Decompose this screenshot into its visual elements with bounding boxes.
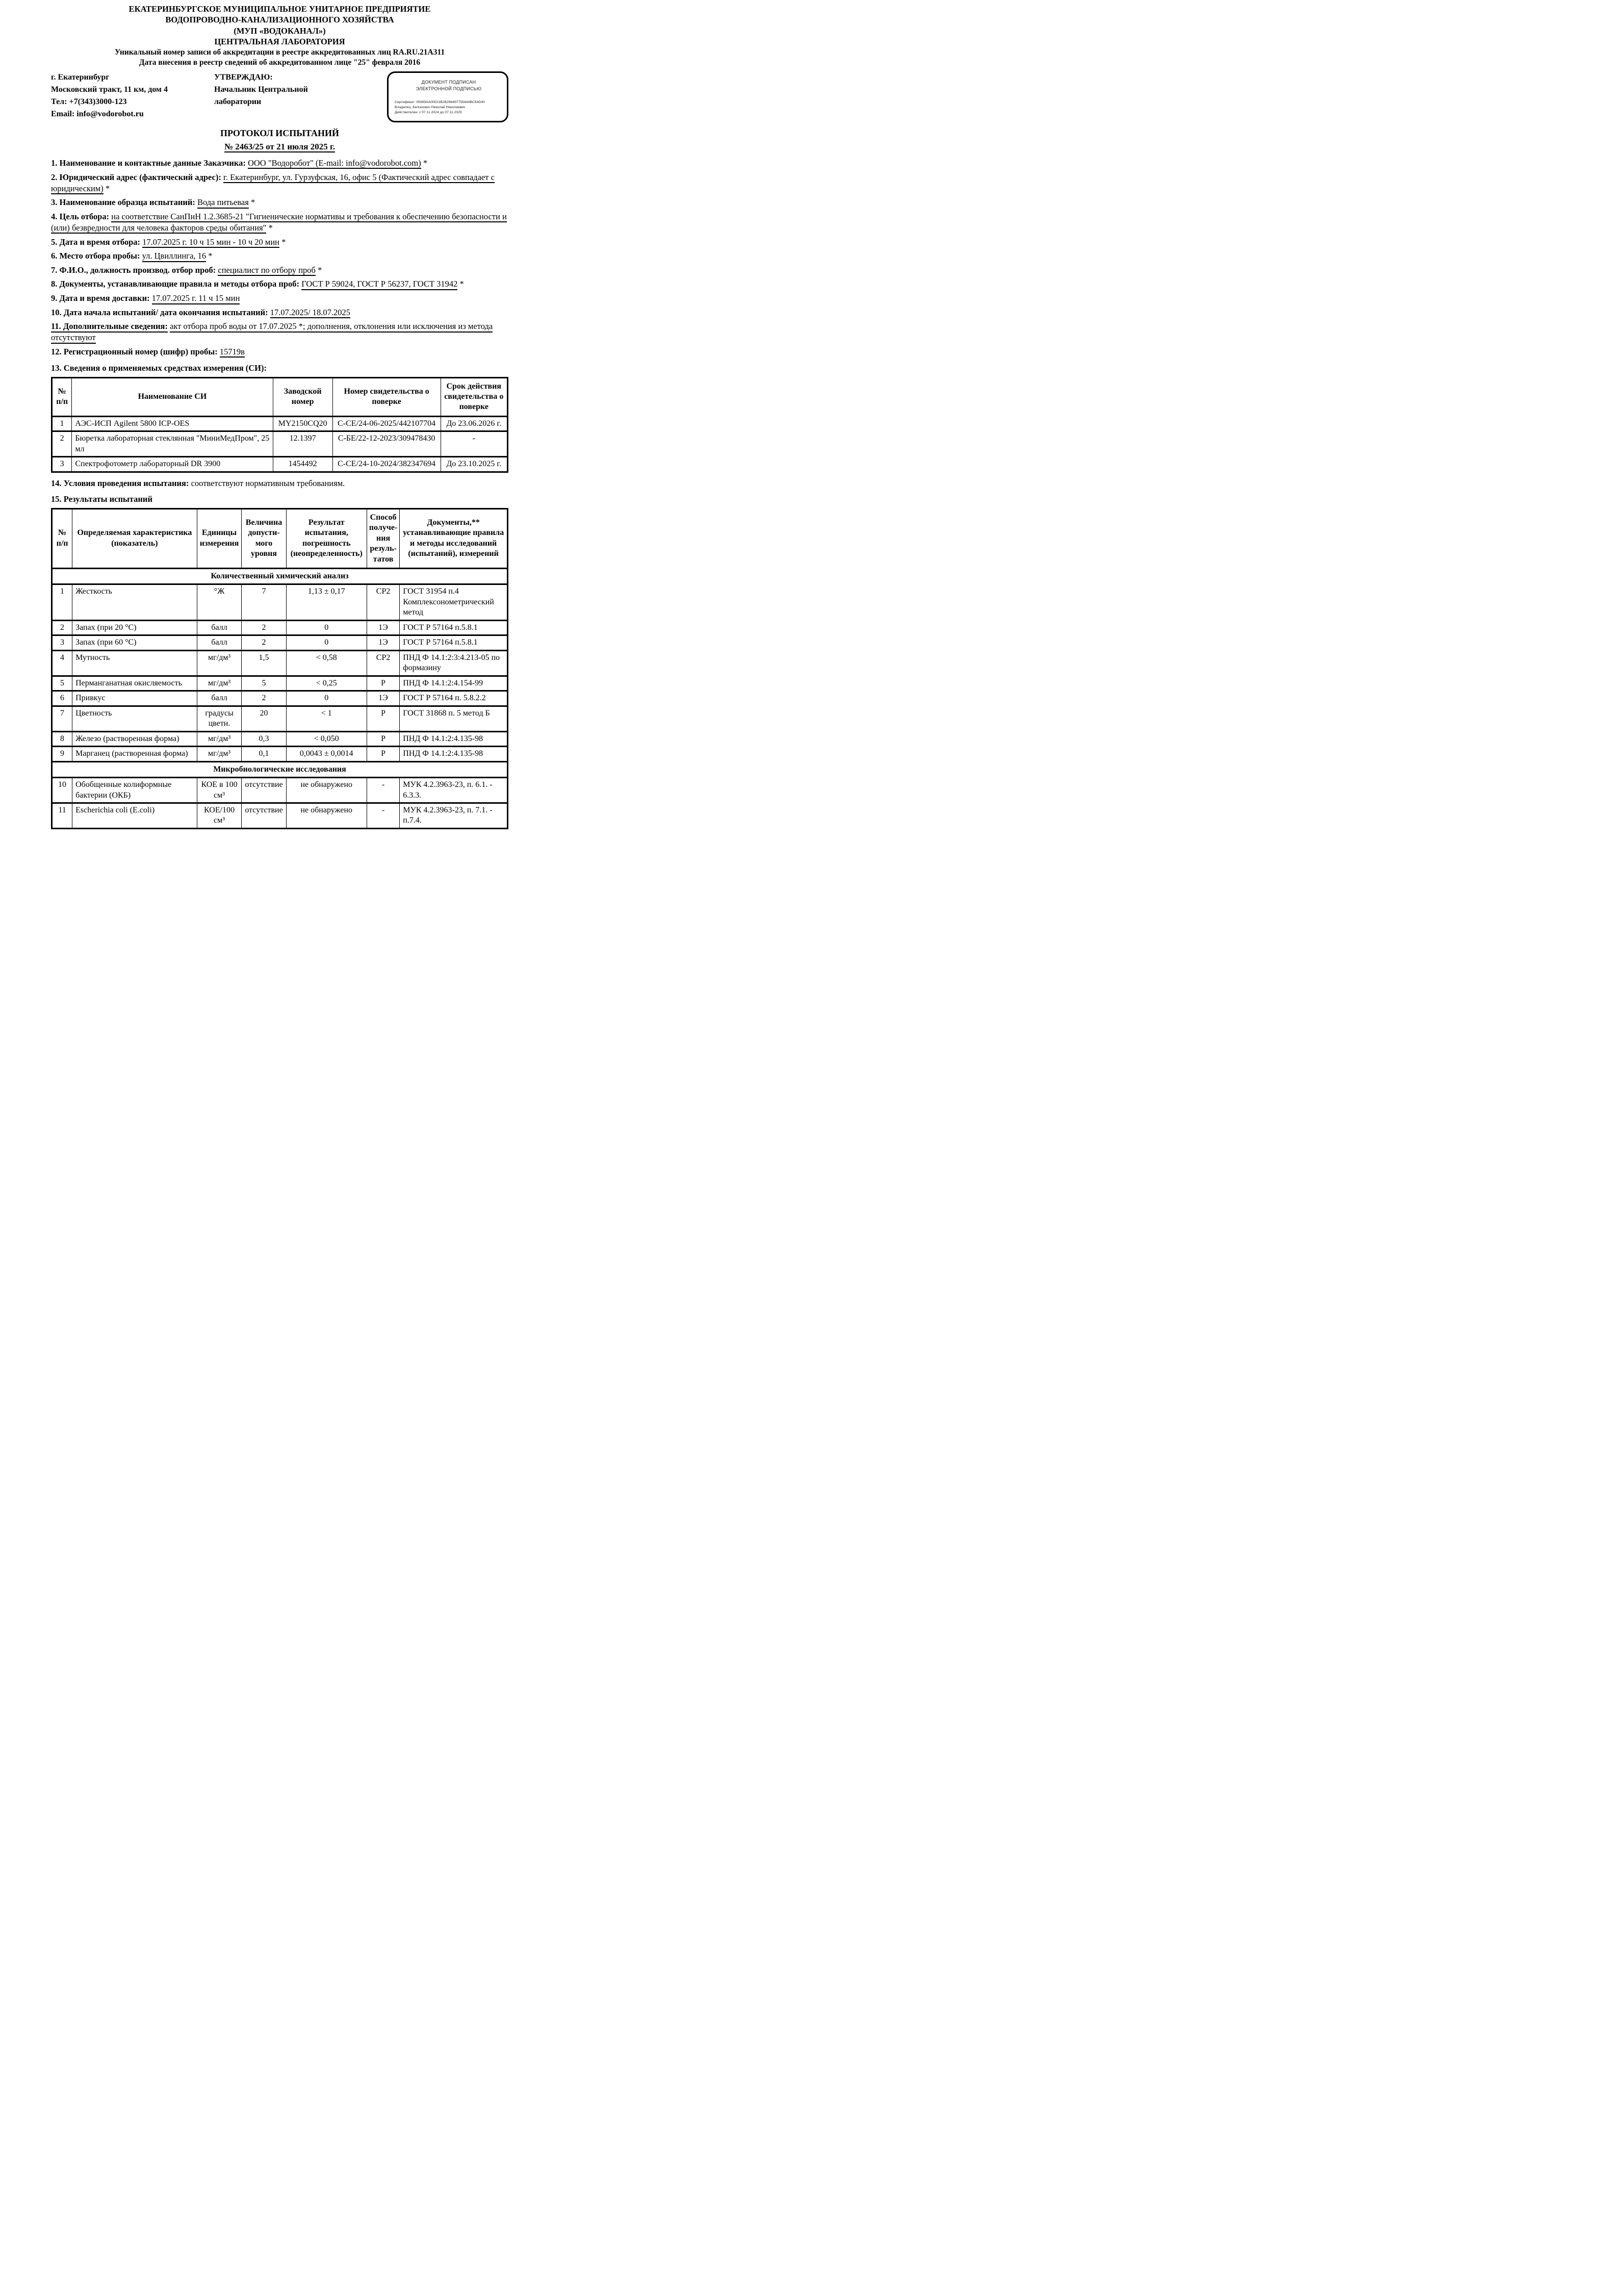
table-cell: мг/дм³ <box>197 650 242 676</box>
res-col-allowed-level: Величина допустимого уровня <box>242 508 286 568</box>
document-header <box>51 4 508 67</box>
table-cell: мг/дм³ <box>197 676 242 691</box>
item-8: 8. Документы, устанавливающие правила и методы отбора проб: ГОСТ Р 59024, ГОСТ Р 56237, ГОСТ 31942 * <box>51 278 508 290</box>
table-cell: 3 <box>52 635 72 650</box>
table-cell: КОЕ/100 см³ <box>197 803 242 828</box>
table-row <box>52 706 508 731</box>
item-1: 1. Наименование и контактные данные Заказчика: ООО "Водоробот" (E-mail: info@vodorobot.com) * <box>51 158 508 169</box>
laboratory-name: ЦЕНТРАЛЬНАЯ ЛАБОРАТОРИЯ <box>214 37 345 47</box>
item-9: 9. Дата и время доставки: 17.07.2025 г. 11 ч 15 мин <box>51 293 508 304</box>
section-row-chemical <box>52 569 508 584</box>
table-cell: < 1 <box>286 706 367 731</box>
stamp-certificate: Сертификат: 05999AA00021B2B298497755444BC54D40 <box>395 100 485 104</box>
table-cell: 1,13 ± 0,17 <box>286 584 367 620</box>
table-cell: 1Э <box>367 620 399 635</box>
table-cell: мг/дм³ <box>197 731 242 746</box>
table-row <box>52 650 508 676</box>
table-cell: Жесткость <box>72 584 197 620</box>
table-cell: Привкус <box>72 691 197 706</box>
table-cell: Escherichia coli (E.coli) <box>72 803 197 828</box>
res-col-documents: Документы,** устанавливающие правила и методы исследований (испытаний), измерений <box>400 508 508 568</box>
res-col-units: Единицы измерения <box>197 508 242 568</box>
table-cell: балл <box>197 620 242 635</box>
table-cell: < 0,25 <box>286 676 367 691</box>
organization-name-line1: ЕКАТЕРИНБУРГСКОЕ МУНИЦИПАЛЬНОЕ УНИТАРНОЕ ПРЕДПРИЯТИЕ <box>128 4 431 14</box>
results-table-header <box>52 508 508 568</box>
accreditation-number-line: Уникальный номер записи об аккредитации в реестре аккредитованных лиц RA.RU.21A311 <box>114 47 445 57</box>
table-cell: Перманганатная окисляемость <box>72 676 197 691</box>
table-row <box>52 635 508 650</box>
table-cell: отсутствие <box>242 803 286 828</box>
item-12: 12. Регистрационный номер (шифр) пробы: 15719в <box>51 346 508 358</box>
item-10: 10. Дата начала испытаний/ дата окончания испытаний: 17.07.2025/ 18.07.2025 <box>51 307 508 318</box>
table-cell: 0,1 <box>242 747 286 761</box>
table-cell: 2 <box>242 620 286 635</box>
table-cell: 5 <box>52 676 72 691</box>
contact-address: Московский тракт, 11 км, дом 4 <box>51 85 168 94</box>
res-col-result: Результат испытания, погрешность (неопределенность) <box>286 508 367 568</box>
stamp-owner: Владелец: Белоножко Николай Николаевич <box>395 105 466 109</box>
table-cell: МУК 4.2.3963-23, п. 6.1. - 6.3.3. <box>400 778 508 803</box>
res-col-method-code: Способ получения результатов <box>367 508 399 568</box>
table-cell: До 23.10.2025 г. <box>441 457 507 472</box>
si-col-name: Наименование СИ <box>72 377 273 416</box>
approve-label: УТВЕРЖДАЮ: <box>214 73 273 82</box>
approver-title-line2: лаборатории <box>214 97 262 107</box>
table-cell: АЭС-ИСП Agilent 5800 ICP-OES <box>72 416 273 431</box>
table-cell: 1 <box>52 416 72 431</box>
table-cell: Железо (растворенная форма) <box>72 731 197 746</box>
table-row <box>52 620 508 635</box>
table-header-row <box>52 508 508 568</box>
table-cell: 0,0043 ± 0,0014 <box>286 747 367 761</box>
table-cell: °Ж <box>197 584 242 620</box>
table-cell: До 23.06.2026 г. <box>441 416 507 431</box>
table-cell: КОЕ в 100 см³ <box>197 778 242 803</box>
stamp-title-line1: ДОКУМЕНТ ПОДПИСАН <box>421 80 476 85</box>
table-cell: MY2150CQ20 <box>273 416 332 431</box>
table-cell: 6 <box>52 691 72 706</box>
table-cell: ГОСТ Р 57164 п. 5.8.2.2 <box>400 691 508 706</box>
table-cell: Цветность <box>72 706 197 731</box>
table-cell: 4 <box>52 650 72 676</box>
table-cell: Р <box>367 706 399 731</box>
item-4: 4. Цель отбора: на соответствие СанПиН 1.2.3685-21 "Гигиенические нормативы и требования к обеспечению безопасности и (или) безвредности для человека факторов среды обитания" * <box>51 211 508 234</box>
table-cell: мг/дм³ <box>197 747 242 761</box>
protocol-document <box>0 0 541 845</box>
table-cell: 2 <box>242 691 286 706</box>
si-col-number: № п/п <box>52 377 72 416</box>
table-cell: 1,5 <box>242 650 286 676</box>
table-cell: 2 <box>52 431 72 457</box>
table-cell: ПНД Ф 14.1:2:3:4.213-05 по формазину <box>400 650 508 676</box>
item-7: 7. Ф.И.О., должность производ. отбор проб: специалист по отбору проб * <box>51 265 508 276</box>
table-cell: 9 <box>52 747 72 761</box>
table-cell: ГОСТ 31954 п.4 Комплексонометрический метод <box>400 584 508 620</box>
stamp-title <box>395 79 503 91</box>
title-block <box>51 127 508 152</box>
table-cell: Р <box>367 747 399 761</box>
table-cell: отсутствие <box>242 778 286 803</box>
table-cell: 1Э <box>367 691 399 706</box>
table-cell: СР2 <box>367 584 399 620</box>
item-5: 5. Дата и время отбора: 17.07.2025 г. 10 ч 15 мин - 10 ч 20 мин * <box>51 237 508 248</box>
table-row <box>52 778 508 803</box>
stamp-validity: Действителен: с 07.11.2024 до 07.11.2025 <box>395 111 462 115</box>
item-11: 11. Дополнительные сведения: акт отбора проб воды от 17.07.2025 *; дополнения, отклонения или исключения из метода отсутствуют <box>51 321 508 343</box>
table-cell: С-БЕ/22-12-2023/309478430 <box>332 431 441 457</box>
table-row <box>52 747 508 761</box>
table-cell: Р <box>367 731 399 746</box>
table-cell: 8 <box>52 731 72 746</box>
table-cell: Мутность <box>72 650 197 676</box>
table-cell: 0 <box>286 620 367 635</box>
table-cell: СР2 <box>367 650 399 676</box>
table-cell: Марганец (растворенная форма) <box>72 747 197 761</box>
chem-section-band <box>52 569 508 584</box>
table-cell: Бюретка лабораторная стеклянная "МиниМедПром", 25 мл <box>72 431 273 457</box>
table-cell: 5 <box>242 676 286 691</box>
laboratory-contacts <box>51 71 214 120</box>
numbered-items <box>51 158 508 358</box>
item-3: 3. Наименование образца испытаний: Вода питьевая * <box>51 197 508 208</box>
table-cell: 0 <box>286 691 367 706</box>
table-cell: 2 <box>52 620 72 635</box>
section-13-heading: 13. Сведения о применяемых средствах измерения (СИ): <box>51 363 267 373</box>
table-cell: < 0,050 <box>286 731 367 746</box>
item-2: 2. Юридический адрес (фактический адрес): г. Екатеринбург, ул. Гурзуфская, 16, офис 5 (Фактический адрес совпадает с юридическим) * <box>51 172 508 194</box>
si-table-body <box>52 416 508 472</box>
table-header-row <box>52 377 508 416</box>
table-cell: градусы цветн. <box>197 706 242 731</box>
table-cell: < 0,58 <box>286 650 367 676</box>
table-cell: ПНД Ф 14.1:2:4.135-98 <box>400 731 508 746</box>
table-cell: Спектрофотометр лабораторный DR 3900 <box>72 457 273 472</box>
si-col-certificate: Номер свидетельства о поверке <box>332 377 441 416</box>
micro-section-band <box>52 761 508 777</box>
table-cell: 20 <box>242 706 286 731</box>
res-col-number: № п/п <box>52 508 72 568</box>
document-title: ПРОТОКОЛ ИСПЫТАНИЙ <box>220 128 340 139</box>
approver-title-line1: Начальник Центральной <box>214 85 308 94</box>
contact-email: Email: info@vodorobot.ru <box>51 110 144 119</box>
table-cell: ПНД Ф 14.1:2:4.135-98 <box>400 747 508 761</box>
table-cell: 10 <box>52 778 72 803</box>
table-cell: ГОСТ 31868 п. 5 метод Б <box>400 706 508 731</box>
table-cell: Запах (при 20 °С) <box>72 620 197 635</box>
table-cell: ГОСТ Р 57164 п.5.8.1 <box>400 635 508 650</box>
table-cell: 1454492 <box>273 457 332 472</box>
registry-date-line: Дата внесения в реестр сведений об аккредитованном лице "25" февраля 2016 <box>139 58 421 67</box>
contact-phone: Тел: +7(343)3000-123 <box>51 97 127 107</box>
table-cell: 0,3 <box>242 731 286 746</box>
table-cell: 7 <box>242 584 286 620</box>
table-cell: ПНД Ф 14.1:2:4.154-99 <box>400 676 508 691</box>
table-cell: МУК 4.2.3963-23, п. 7.1. - п.7.4. <box>400 803 508 828</box>
measurement-instruments-table <box>51 377 508 473</box>
test-results-table <box>51 508 508 829</box>
table-cell: - <box>441 431 507 457</box>
organization-short-name: (МУП «ВОДОКАНАЛ») <box>234 25 326 36</box>
contact-city: г. Екатеринбург <box>51 73 110 82</box>
table-cell: Р <box>367 676 399 691</box>
approval-block <box>214 71 319 108</box>
table-cell: 11 <box>52 803 72 828</box>
table-row <box>52 803 508 828</box>
section-14-line: 14. Условия проведения испытания: соответствуют нормативным требованиям. <box>51 478 345 488</box>
table-cell: 1Э <box>367 635 399 650</box>
section-title-chemical: Количественный химический анализ <box>52 569 508 584</box>
table-row <box>52 676 508 691</box>
table-cell: балл <box>197 635 242 650</box>
table-row <box>52 416 508 431</box>
electronic-signature-stamp <box>387 71 508 122</box>
table-cell: ГОСТ Р 57164 п.5.8.1 <box>400 620 508 635</box>
table-row <box>52 584 508 620</box>
table-cell: балл <box>197 691 242 706</box>
si-col-validity: Срок действия свидетельства о поверке <box>441 377 507 416</box>
si-col-serial: Заводской номер <box>273 377 332 416</box>
table-cell: С-СЕ/24-06-2025/442107704 <box>332 416 441 431</box>
table-cell: 12.1397 <box>273 431 332 457</box>
table-cell: 1 <box>52 584 72 620</box>
table-cell: С-СЕ/24-10-2024/382347694 <box>332 457 441 472</box>
table-cell: Обобщенные колиформные бактерии (ОКБ) <box>72 778 197 803</box>
res-col-characteristic: Определяемая характеристика (показатель) <box>72 508 197 568</box>
section-row-microbiology <box>52 761 508 777</box>
stamp-title-line2: ЭЛЕКТРОННОЙ ПОДПИСЬЮ <box>416 86 482 91</box>
table-row <box>52 691 508 706</box>
stamp-details <box>395 100 503 116</box>
item-6: 6. Место отбора пробы: ул. Цвиллинга, 16 * <box>51 250 508 262</box>
chem-rows-body <box>52 584 508 761</box>
table-cell: 2 <box>242 635 286 650</box>
table-row <box>52 431 508 457</box>
si-table-header <box>52 377 508 416</box>
micro-rows-body <box>52 778 508 829</box>
table-cell: - <box>367 803 399 828</box>
table-row <box>52 731 508 746</box>
info-row <box>51 71 508 122</box>
table-row <box>52 457 508 472</box>
section-title-microbiology: Микробиологические исследования <box>52 761 508 777</box>
section-15-heading: 15. Результаты испытаний <box>51 494 152 504</box>
table-cell: не обнаружено <box>286 803 367 828</box>
table-cell: - <box>367 778 399 803</box>
table-cell: 7 <box>52 706 72 731</box>
organization-name-line2: ВОДОПРОВОДНО-КАНАЛИЗАЦИОННОГО ХОЗЯЙСТВА <box>165 15 394 25</box>
table-cell: 0 <box>286 635 367 650</box>
table-cell: Запах (при 60 °С) <box>72 635 197 650</box>
table-cell: не обнаружено <box>286 778 367 803</box>
table-cell: 3 <box>52 457 72 472</box>
document-number: № 2463/25 от 21 июля 2025 г. <box>51 141 508 152</box>
